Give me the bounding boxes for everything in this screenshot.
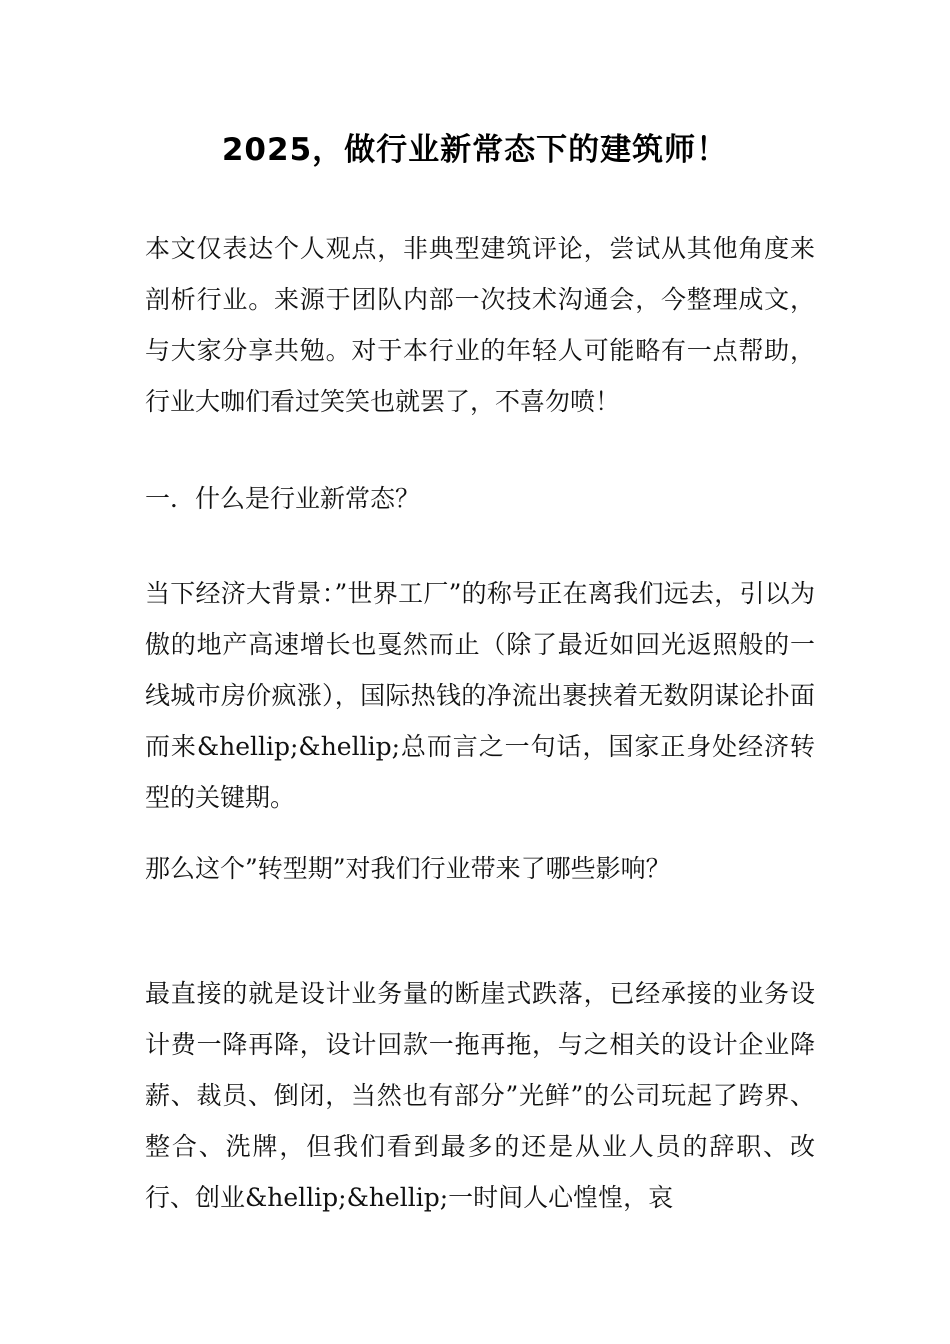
question-paragraph: 那么这个”转型期”对我们行业带来了哪些影响？: [145, 854, 671, 883]
impact-paragraph: 最直接的就是设计业务量的断崖式跌落，已经承接的业务设计费一降再降，设计回款一拖再拖，与之相关的设计企业降薪、裁员、倒闭，当然也有部分”光鲜”的公司玩起了跨界、整合、洗牌，但我们看到最多的还是从业人员的辞职、改行、创业&hellip;&hellip;一时间人心惶惶，哀: [145, 979, 815, 1212]
section-heading: 一．什么是行业新常态？: [145, 484, 421, 513]
document-title: 2025，做行业新常态下的建筑师！: [221, 132, 729, 168]
background-paragraph: 当下经济大背景：”世界工厂”的称号正在离我们远去，引以为傲的地产高速增长也戛然而止（除了最近如回光返照般的一线城市房价疯涨），国际热钱的净流出裹挟着无数阴谋论扑面而来&hellip;&hellip;总而言之一句话，国家正身处经济转型的关键期。: [145, 579, 815, 812]
intro-paragraph: 本文仅表达个人观点，非典型建筑评论，尝试从其他角度来剖析行业。来源于团队内部一次技术沟通会，今整理成文，与大家分享共勉。对于本行业的年轻人可能略有一点帮助，行业大咖们看过笑笑也就罢了，不喜勿喷！: [145, 234, 815, 416]
